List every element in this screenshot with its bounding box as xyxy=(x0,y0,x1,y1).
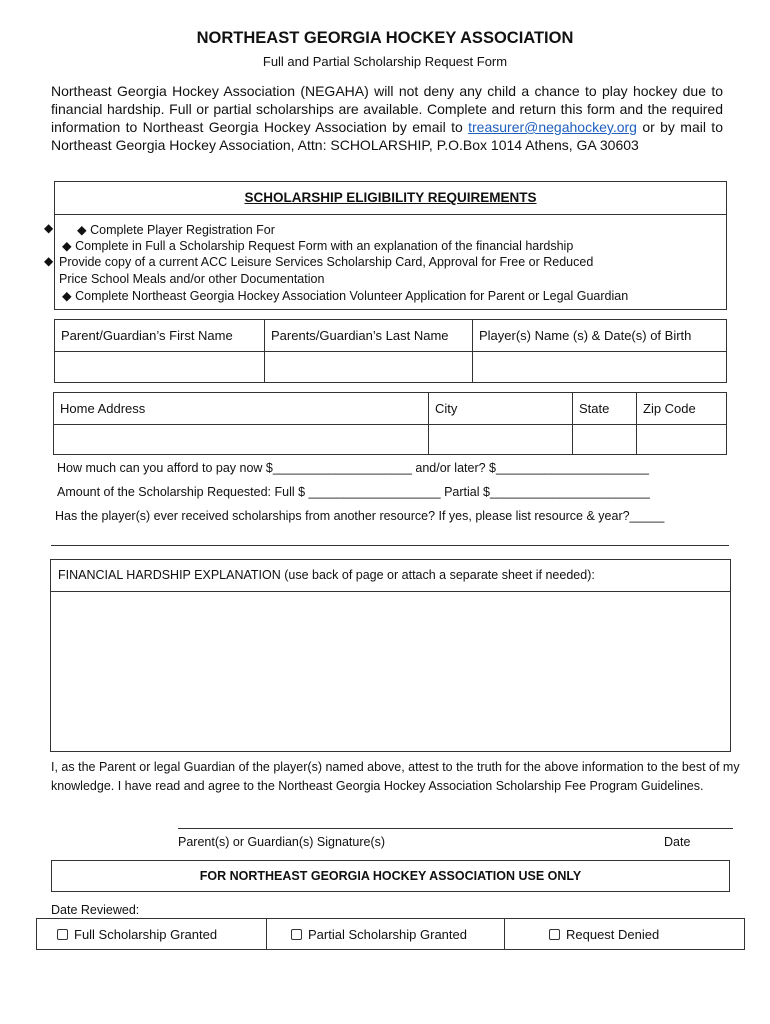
signature-date-label: Date xyxy=(664,835,691,849)
city-field[interactable] xyxy=(429,425,573,455)
date-reviewed-label: Date Reviewed: xyxy=(51,903,140,917)
eligibility-item: ◆ Complete Northeast Georgia Hockey Association Volunteer Application for Parent or Legal Guardian xyxy=(62,289,629,303)
checkbox-icon[interactable] xyxy=(549,929,560,940)
state-field[interactable] xyxy=(573,425,637,455)
office-decision-table xyxy=(36,918,745,950)
intro-text-before: Northeast Georgia Hockey Association (NEGAHA) will not deny any child a chance to play hockey due to financial hardship. Full or partial scholarships are available. Complete and return this form and the required information to Northeast Georgia Hockey Association by email to xyxy=(51,83,723,135)
full-scholarship-option[interactable] xyxy=(37,919,267,950)
other-scholarship-question: Has the player(s) ever received scholarships from another resource? If yes, please list resource & year?_____ xyxy=(55,509,665,523)
eligibility-item: Provide copy of a current ACC Leisure Services Scholarship Card, Approval for Free or Reduced xyxy=(59,255,594,269)
checkbox-icon[interactable] xyxy=(57,929,68,940)
partial-scholarship-option[interactable] xyxy=(267,919,505,950)
form-subtitle: Full and Partial Scholarship Request Form xyxy=(262,54,508,69)
intro-paragraph xyxy=(51,82,723,154)
parent-last-name-header: Parents/Guardian’s Last Name xyxy=(265,320,473,352)
home-address-field[interactable] xyxy=(54,425,429,455)
eligibility-item: Price School Meals and/or other Documentation xyxy=(59,272,325,286)
bullet-diamond-icon: ◆ xyxy=(44,254,54,268)
signature-line[interactable] xyxy=(178,828,733,829)
signature-label: Parent(s) or Guardian(s) Signature(s) xyxy=(178,835,386,849)
parent-info-table xyxy=(54,319,727,383)
full-scholarship-label: Full Scholarship Granted xyxy=(74,926,218,942)
financial-hardship-heading: FINANCIAL HARDSHIP EXPLANATION (use back of page or attach a separate sheet if needed): xyxy=(51,560,730,592)
parent-first-name-header: Parent/Guardian’s First Name xyxy=(55,320,265,352)
checkbox-icon[interactable] xyxy=(291,929,302,940)
eligibility-box xyxy=(54,181,727,310)
city-header: City xyxy=(429,393,573,425)
home-address-header: Home Address xyxy=(54,393,429,425)
parent-first-name-field[interactable] xyxy=(55,352,265,383)
financial-hardship-box xyxy=(50,559,731,752)
office-use-heading: FOR NORTHEAST GEORGIA HOCKEY ASSOCIATION USE ONLY xyxy=(51,860,730,892)
attestation-text: I, as the Parent or legal Guardian of the player(s) named above, attest to the truth for the above information to the best of my knowledge. I have read and agree to the Northeast Georgia Hockey Association Scholarship Fee Program Guidelines. xyxy=(51,760,740,793)
player-name-dob-header: Player(s) Name (s) & Date(s) of Birth xyxy=(473,320,727,352)
partial-scholarship-label: Partial Scholarship Granted xyxy=(308,926,467,942)
eligibility-item: ◆ Complete Player Registration For xyxy=(77,223,275,237)
eligibility-heading: SCHOLARSHIP ELIGIBILITY REQUIREMENTS xyxy=(55,182,726,215)
intro-text-after: or by mail to Northeast Georgia Hockey Association, Attn: SCHOLARSHIP, P.O.Box 1014 Athens, GA 30603 xyxy=(51,119,723,153)
address-table xyxy=(53,392,727,455)
afford-question: How much can you afford to pay now $____________________ and/or later? $______________________ xyxy=(57,461,649,475)
player-name-dob-field[interactable] xyxy=(473,352,727,383)
zip-code-field[interactable] xyxy=(637,425,727,455)
request-denied-option[interactable] xyxy=(505,919,745,950)
other-scholarship-answer-line[interactable] xyxy=(51,545,729,546)
zip-code-header: Zip Code xyxy=(637,393,727,425)
request-denied-label: Request Denied xyxy=(566,926,660,942)
financial-hardship-field[interactable] xyxy=(51,592,730,751)
parent-last-name-field[interactable] xyxy=(265,352,473,383)
amount-requested-question: Amount of the Scholarship Requested: Full $ ___________________ Partial $_______________________ xyxy=(57,485,650,499)
form-title: NORTHEAST GEORGIA HOCKEY ASSOCIATION xyxy=(196,29,574,47)
state-header: State xyxy=(573,393,637,425)
eligibility-item: ◆ Complete in Full a Scholarship Request Form with an explanation of the financial hardship xyxy=(62,239,574,253)
bullet-diamond-icon: ◆ xyxy=(44,221,54,235)
treasurer-email-link[interactable]: treasurer@negahockey.org xyxy=(468,119,637,135)
